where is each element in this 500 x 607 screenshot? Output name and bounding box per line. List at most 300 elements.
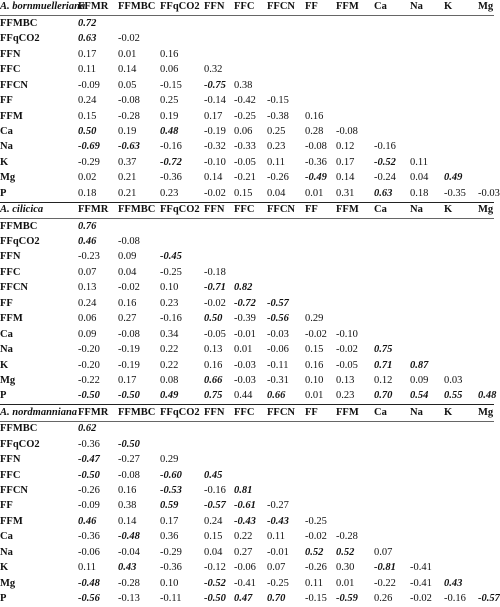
empty-cell [478,421,494,437]
empty-cell [478,16,494,32]
table-row [0,47,494,62]
empty-cell [444,343,478,358]
empty-cell [305,32,336,47]
section-header-row [0,405,494,421]
correlation-value: 0.46 [78,236,97,248]
correlation-value: -0.36 [160,562,182,574]
empty-cell [444,327,478,342]
correlation-value: 0.15 [204,531,223,543]
correlation-value: -0.59 [336,593,358,605]
correlation-value: -0.12 [204,562,226,574]
correlation-value: 0.29 [160,454,179,466]
correlation-value: 0.12 [336,141,355,153]
correlation-value: -0.26 [78,485,100,497]
correlation-value: 0.66 [204,374,223,386]
correlation-value: -0.43 [234,515,256,527]
empty-cell [374,514,410,529]
empty-cell [478,125,494,140]
column-header: K [444,0,478,16]
correlation-value: 0.01 [336,577,355,589]
correlation-value: -0.22 [78,374,100,386]
empty-cell [374,78,410,93]
correlation-value: -0.36 [78,531,100,543]
table-row [0,109,494,124]
empty-cell [478,235,494,250]
empty-cell [410,140,444,155]
row-label: Na [0,344,13,356]
empty-cell [204,47,234,62]
column-header: FFMR [78,405,118,421]
empty-cell [374,437,410,452]
empty-cell [336,109,374,124]
correlation-value: -0.38 [267,110,289,122]
empty-cell [410,545,444,560]
correlation-value: -0.42 [234,95,256,107]
table-row [0,453,494,468]
table-row [0,250,494,265]
correlation-value: -0.28 [118,577,140,589]
row-label: FFN [0,251,21,263]
correlation-value: 0.16 [160,48,179,60]
correlation-value: 0.63 [374,187,393,199]
empty-cell [267,78,305,93]
empty-cell [336,219,374,235]
empty-cell [444,530,478,545]
correlation-value: -0.04 [118,546,140,558]
correlation-value: -0.05 [336,359,358,371]
correlation-value: -0.50 [204,593,226,605]
empty-cell [478,63,494,78]
correlation-value: -0.06 [234,562,256,574]
row-label: Na [0,546,13,558]
empty-cell [410,468,444,483]
correlation-value: 0.10 [305,374,324,386]
empty-cell [305,453,336,468]
correlation-value: -0.01 [234,328,256,340]
correlation-value: -0.01 [267,546,289,558]
correlation-value: -0.61 [234,500,256,512]
empty-cell [160,421,204,437]
correlation-value: 0.19 [118,125,137,137]
empty-cell [410,312,444,327]
correlation-value: -0.27 [267,500,289,512]
row-label: FFM [0,515,23,527]
correlation-value: -0.52 [374,156,396,168]
row-label: Ca [0,125,13,137]
empty-cell [336,421,374,437]
empty-cell [410,437,444,452]
column-header: FF [305,0,336,16]
empty-cell [444,32,478,47]
correlation-value: -0.02 [305,531,327,543]
column-header: Mg [478,405,494,421]
correlation-value: -0.57 [478,593,500,605]
column-header: FFMR [78,202,118,218]
correlation-value: 0.25 [267,125,286,137]
row-label: FFMBC [0,220,38,232]
empty-cell [444,514,478,529]
correlation-value: 0.11 [305,577,323,589]
correlation-value: -0.06 [267,344,289,356]
correlation-value: 0.27 [234,546,253,558]
table-row [0,281,494,296]
correlation-value: 0.70 [374,390,393,402]
empty-cell [478,32,494,47]
row-label: FFN [0,48,21,60]
correlation-value: 0.23 [267,141,286,153]
empty-cell [374,312,410,327]
empty-cell [267,453,305,468]
empty-cell [410,16,444,32]
correlation-value: 0.17 [336,156,355,168]
empty-cell [444,281,478,296]
table-row [0,219,494,235]
correlation-value: 0.50 [78,125,97,137]
empty-cell [410,94,444,109]
empty-cell [234,219,267,235]
column-header: FF [305,202,336,218]
empty-cell [410,343,444,358]
correlation-value: 0.12 [374,374,393,386]
empty-cell [336,250,374,265]
empty-cell [374,63,410,78]
row-label: Mg [0,374,16,386]
correlation-value: 0.14 [118,515,137,527]
table-row [0,327,494,342]
row-label: FFqCO2 [0,438,40,450]
empty-cell [336,32,374,47]
empty-cell [234,63,267,78]
row-label: FFC [0,64,21,76]
empty-cell [444,219,478,235]
empty-cell [234,32,267,47]
empty-cell [305,219,336,235]
correlation-value: 0.13 [204,344,223,356]
empty-cell [160,16,204,32]
correlation-value: -0.56 [78,593,100,605]
correlation-value: 0.06 [234,125,253,137]
correlation-value: -0.19 [118,344,140,356]
empty-cell [478,453,494,468]
table-row [0,16,494,32]
correlation-value: -0.60 [160,469,182,481]
correlation-value: 0.13 [336,374,355,386]
empty-cell [444,499,478,514]
correlation-value: -0.02 [204,187,226,199]
correlation-value: -0.24 [374,172,396,184]
correlation-value: 0.62 [78,423,97,435]
correlation-value: -0.23 [78,251,100,263]
empty-cell [374,453,410,468]
correlation-value: -0.05 [234,156,256,168]
correlation-value: -0.50 [78,469,100,481]
row-label: FFMBC [0,423,38,435]
empty-cell [410,484,444,499]
table-row [0,389,494,405]
empty-cell [410,109,444,124]
empty-cell [267,235,305,250]
correlation-value: -0.36 [160,172,182,184]
row-label: K [0,359,9,371]
correlation-value: -0.22 [374,577,396,589]
column-header: FFqCO2 [160,405,204,421]
row-label: P [0,390,7,402]
correlation-value: 0.16 [305,110,324,122]
row-label: FFqCO2 [0,236,40,248]
row-label: FFCN [0,282,28,294]
empty-cell [336,468,374,483]
column-header: Ca [374,0,410,16]
correlation-value: 0.30 [336,562,355,574]
empty-cell [444,250,478,265]
correlation-value: 0.10 [160,282,179,294]
empty-cell [374,250,410,265]
column-header: Mg [478,0,494,16]
correlation-value: -0.13 [118,593,140,605]
empty-cell [234,265,267,280]
correlation-value: 0.15 [305,344,324,356]
empty-cell [444,468,478,483]
correlation-value: 0.22 [160,359,179,371]
correlation-value: 0.09 [410,374,429,386]
empty-cell [410,499,444,514]
section-header-row [0,202,494,218]
correlation-value: 0.07 [374,546,393,558]
column-header: FFqCO2 [160,202,204,218]
column-header: FFN [204,0,234,16]
empty-cell [444,235,478,250]
empty-cell [374,421,410,437]
correlation-value: -0.11 [160,593,182,605]
table-row [0,125,494,140]
correlation-value: 0.49 [160,390,179,402]
empty-cell [374,281,410,296]
empty-cell [478,296,494,311]
correlation-value: 0.15 [78,110,97,122]
table-row [0,374,494,389]
empty-cell [444,16,478,32]
correlation-value: 0.09 [78,328,97,340]
empty-cell [305,296,336,311]
correlation-value: -0.08 [118,236,140,248]
table-row [0,171,494,186]
column-header: Ca [374,202,410,218]
empty-cell [478,281,494,296]
correlation-value: 0.49 [444,172,463,184]
empty-cell [444,312,478,327]
correlation-value: 0.17 [118,374,137,386]
correlation-value: 0.66 [267,390,286,402]
column-header: FFqCO2 [160,0,204,16]
empty-cell [305,484,336,499]
empty-cell [478,358,494,373]
empty-cell [305,499,336,514]
empty-cell [204,453,234,468]
correlation-value: -0.09 [78,79,100,91]
correlation-value: -0.16 [204,485,226,497]
section-title: A. cilicica [0,202,78,218]
column-header: FFCN [267,202,305,218]
table-row [0,78,494,93]
correlation-value: 0.24 [204,515,223,527]
correlation-value: -0.33 [234,141,256,153]
empty-cell [267,250,305,265]
empty-cell [444,561,478,576]
table-row [0,186,494,202]
empty-cell [410,421,444,437]
empty-cell [305,421,336,437]
empty-cell [267,16,305,32]
correlation-value: 0.52 [336,546,355,558]
correlation-value: -0.53 [160,485,182,497]
correlation-value: 0.87 [410,359,429,371]
correlation-value: -0.16 [160,313,182,325]
column-header: FFMR [78,0,118,16]
empty-cell [374,94,410,109]
empty-cell [410,327,444,342]
correlation-value: -0.28 [118,110,140,122]
correlation-value: -0.50 [78,390,100,402]
correlation-value: -0.31 [267,374,289,386]
correlation-value: 0.16 [305,359,324,371]
empty-cell [305,235,336,250]
empty-cell [444,78,478,93]
empty-cell [336,78,374,93]
correlation-value: 0.46 [78,515,97,527]
empty-cell [336,312,374,327]
correlation-value: 0.21 [118,172,137,184]
empty-cell [267,63,305,78]
table-row [0,437,494,452]
empty-cell [204,250,234,265]
column-header: FFC [234,0,267,16]
correlation-value: -0.26 [267,172,289,184]
correlation-value: -0.10 [336,328,358,340]
empty-cell [410,125,444,140]
row-label: Mg [0,577,16,589]
correlation-value: 0.37 [118,156,137,168]
empty-cell [444,484,478,499]
empty-cell [478,437,494,452]
correlation-value: 0.52 [305,546,324,558]
row-label: Ca [0,531,13,543]
empty-cell [305,47,336,62]
correlation-value: 0.38 [234,79,253,91]
correlation-value: -0.36 [78,438,100,450]
empty-cell [204,32,234,47]
column-header: FFM [336,0,374,16]
empty-cell [204,219,234,235]
empty-cell [374,530,410,545]
empty-cell [410,530,444,545]
correlation-value: 0.50 [204,313,223,325]
correlation-value: 0.22 [160,344,179,356]
correlation-value: -0.15 [160,79,182,91]
column-header: FFN [204,405,234,421]
empty-cell [478,327,494,342]
correlation-value: 0.13 [78,282,97,294]
correlation-value: 0.21 [118,187,137,199]
empty-cell [305,16,336,32]
correlation-value: 0.43 [444,577,463,589]
empty-cell [478,468,494,483]
correlation-value: -0.48 [118,531,140,543]
empty-cell [234,250,267,265]
empty-cell [267,421,305,437]
empty-cell [267,265,305,280]
correlation-value: 0.11 [267,531,285,543]
row-label: FFM [0,313,23,325]
table-row [0,155,494,170]
correlation-value: 0.34 [160,328,179,340]
empty-cell [478,343,494,358]
correlation-value: 0.19 [160,110,179,122]
correlation-value: 0.01 [305,390,324,402]
table-row [0,265,494,280]
empty-cell [267,47,305,62]
correlation-value: -0.29 [160,546,182,558]
empty-cell [444,140,478,155]
empty-cell [444,63,478,78]
correlation-value: -0.49 [305,172,327,184]
correlation-value: 0.06 [78,313,97,325]
empty-cell [410,47,444,62]
empty-cell [305,250,336,265]
correlation-value: 0.81 [234,485,253,497]
correlation-value: -0.16 [444,593,466,605]
row-label: P [0,593,7,605]
correlation-value: -0.02 [118,33,140,45]
empty-cell [478,484,494,499]
empty-cell [444,437,478,452]
correlation-value: 0.48 [160,125,179,137]
empty-cell [305,468,336,483]
empty-cell [234,235,267,250]
correlation-value: 0.25 [160,95,179,107]
correlation-value: 0.14 [118,64,137,76]
row-label: K [0,156,9,168]
correlation-value: 0.55 [444,390,463,402]
correlation-value: -0.08 [118,328,140,340]
correlation-value: 0.72 [78,17,97,29]
correlation-value: 0.17 [78,48,97,60]
correlation-value: -0.19 [204,125,226,137]
correlation-value: 0.08 [160,374,179,386]
empty-cell [478,78,494,93]
correlation-value: -0.45 [160,251,182,263]
correlation-value: -0.52 [204,577,226,589]
empty-cell [478,155,494,170]
correlation-value: 0.11 [78,562,96,574]
correlation-value: -0.56 [267,313,289,325]
empty-cell [267,484,305,499]
empty-cell [336,453,374,468]
empty-cell [410,265,444,280]
empty-cell [204,16,234,32]
correlation-value: -0.25 [234,110,256,122]
column-header: FF [305,405,336,421]
correlation-value: 0.29 [305,313,324,325]
correlation-value: -0.20 [78,344,100,356]
empty-cell [444,421,478,437]
correlation-value: -0.11 [267,359,289,371]
correlation-value: -0.02 [336,344,358,356]
correlation-value: -0.08 [118,469,140,481]
column-header: FFM [336,202,374,218]
correlation-value: -0.29 [78,156,100,168]
correlation-value: 0.70 [267,593,286,605]
correlation-value: 0.59 [160,500,179,512]
